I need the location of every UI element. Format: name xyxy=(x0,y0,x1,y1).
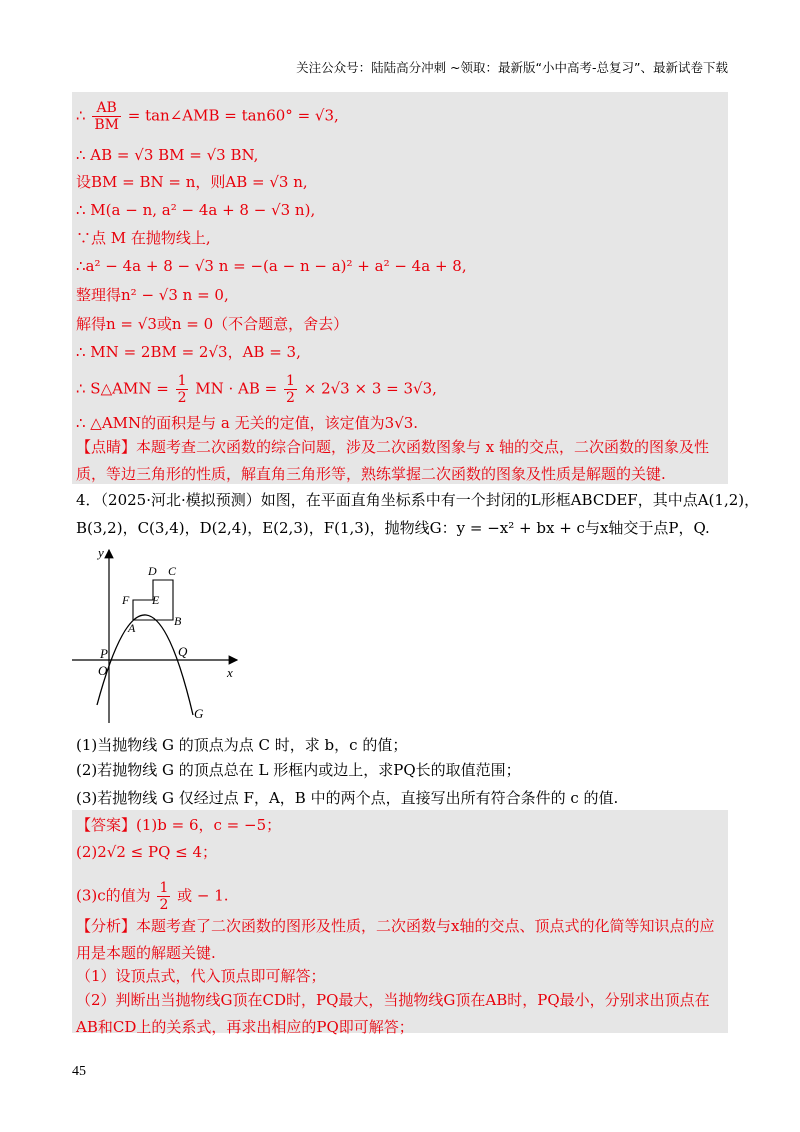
label-c: C xyxy=(168,564,177,578)
label-y: y xyxy=(98,545,104,560)
analysis-step-1: （1）设顶点式，代入顶点即可解答； xyxy=(76,967,326,985)
analysis-step-2: （2）判断出当抛物线G顶在CD时，PQ最大，当抛物线G顶在AB时，PQ最小，分别求出顶点在AB和CD上的关系式，再求出相应的PQ即可解答； xyxy=(76,991,710,1036)
solution-line-4: ∴ M(a − n, a² − 4a + 8 − √3 n), xyxy=(76,201,316,219)
answer-line-3: (3)c的值为 $\frac{1}{2}$ 或 − 1. xyxy=(76,880,229,913)
solution-line-6: ∴a² − 4a + 8 − √3 n = −(a − n − a)² + a² − 4a + 8, xyxy=(76,257,467,275)
parabola-g xyxy=(97,615,193,715)
question-3: (3)若抛物线 G 仅经过点 F，A，B 中的两个点，直接写出所有符合条件的 c 的值. xyxy=(76,789,619,807)
label-b: B xyxy=(174,614,182,628)
page-number: 45 xyxy=(72,1064,86,1079)
label-d: D xyxy=(148,564,157,578)
problem-line-1: 4．（2025·河北·模拟预测）如图，在平面直角坐标系中有一个封闭的L形框ABCDEF，其中点A(1,2)， xyxy=(76,491,760,509)
solution-line-5: ∵点 M 在抛物线上, xyxy=(76,229,211,247)
solution-line-9: ∴ MN = 2BM = 2√3，AB = 3, xyxy=(76,343,301,361)
fenxi-note: 【分析】本题考查了二次函数的图形及性质，二次函数与x轴的交点、顶点式的化简等知识点的应用是本题的解题关键. xyxy=(76,917,715,962)
answer-line-2: (2)2√2 ≤ PQ ≤ 4； xyxy=(76,843,218,861)
label-f: F xyxy=(122,593,130,607)
solution-line-2: ∴ AB = √3 BM = √3 BN, xyxy=(76,146,259,164)
solution-line-11: ∴ △AMN的面积是与 a 无关的定值，该定值为3√3. xyxy=(76,414,419,432)
solution-line-1: ∴ $\frac{AB}{BM}$ = tan∠AMB = tan60° = √3, xyxy=(76,100,339,133)
dianjing-note: 【点睛】本题考查二次函数的综合问题，涉及二次函数图象与 x 轴的交点，二次函数的图象及性质，等边三角形的性质，解直角三角形等，熟练掌握二次函数的图象及性质是解题的关键. xyxy=(76,438,709,483)
label-o: O xyxy=(98,663,108,678)
problem-line-2: B(3,2)，C(3,4)，D(2,4)，E(2,3)，F(1,3)，抛物线G：y = −x² + bx + c与x轴交于点P，Q. xyxy=(76,519,710,537)
fraction-half-a: $\frac{1}{2}$ xyxy=(177,373,187,406)
answer-line-1: 【答案】(1)b = 6，c = −5； xyxy=(76,816,282,834)
solution-line-8: 解得n = √3或n = 0（不合题意，舍去） xyxy=(76,315,349,333)
label-x: x xyxy=(227,665,233,680)
label-g: G xyxy=(194,706,204,721)
label-a: A xyxy=(128,621,136,635)
parabola-figure xyxy=(72,545,252,725)
fraction-answer: $\frac{1}{2}$ xyxy=(159,880,169,913)
label-p: P xyxy=(100,646,108,661)
solution-line-7: 整理得n² − √3 n = 0, xyxy=(76,286,229,304)
solution-line-10: ∴ S△AMN = $\frac{1}{2}$ MN · AB = $\frac{1}{2}$ × 2√3 × 3 = 3√3, xyxy=(76,373,437,406)
question-2: (2)若抛物线 G 的顶点总在 L 形框内或边上，求PQ长的取值范围； xyxy=(76,761,521,779)
page-header: 关注公众号：陆陆高分冲刺 ~领取：最新版“小中高考-总复习”、最新试卷下载 xyxy=(296,60,728,75)
fraction-ab-bm: $\frac{AB}{BM}$ xyxy=(94,100,119,133)
fraction-half-b: $\frac{1}{2}$ xyxy=(286,373,295,406)
label-q: Q xyxy=(178,644,188,659)
solution-line-3: 设BM = BN = n，则AB = √3 n, xyxy=(76,173,308,191)
label-e: E xyxy=(152,593,160,607)
question-1: (1)当抛物线 G 的顶点为点 C 时，求 b，c 的值； xyxy=(76,736,408,754)
